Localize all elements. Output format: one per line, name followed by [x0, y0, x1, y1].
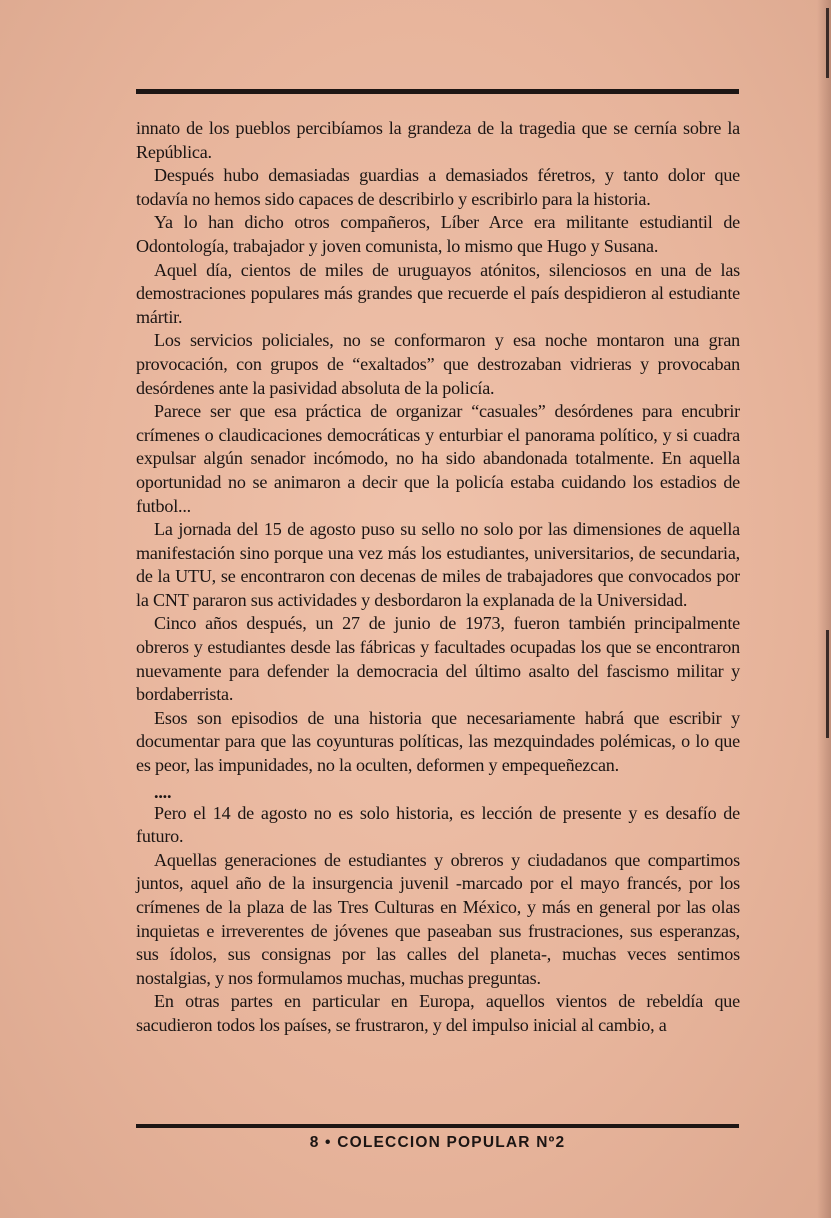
paragraph: La jornada del 15 de agosto puso su sello no solo por las dimensiones de aquella manifestación sino porque una vez más los estudiantes, universitarios, de secundaria, de la UTU, se encontraron con decenas de miles de trabajadores que convocados por la CNT pararon sus actividades y desbordaron la explanada de la Universidad. — [136, 519, 740, 610]
paragraph: Esos son episodios de una historia que necesariamente habrá que escribir y documentar para que las coyunturas políticas, las mezquindades polémicas, o lo que es peor, las impunidades, no la oculten, deformen y empequeñezcan. — [136, 707, 740, 776]
paragraph: Cinco años después, un 27 de junio de 1973, fueron también principalmente obreros y estudiantes desde las fábricas y facultades ocupadas los que se encontraron nuevamente para defender la democracia del último asalto del fascismo militar y bordaberrista. — [136, 613, 740, 705]
paragraph: Después hubo demasiadas guardias a demasiados féretros, y tanto dolor que todavía no hemos sido capaces de describirlo y escribirlo para la historia. — [136, 165, 740, 209]
paragraph: innato de los pueblos percibíamos la grandeza de la tragedia que se cernía sobre la República. — [136, 118, 740, 162]
paragraph: Parece ser que esa práctica de organizar “casuales” desórdenes para encubrir crímenes o claudicaciones democráticas y enturbiar el panorama político, y si cuadra expulsar algún senador incómodo, no ha sido abandonada totalmente. En aquella oportunidad no se animaron a decir que la policía estaba cuidando los estadios de futbol... — [136, 401, 740, 516]
section-separator: .... — [154, 781, 172, 802]
page-edge-mark-top — [826, 8, 829, 78]
footer-rule — [136, 1124, 739, 1128]
page-edge-shadow — [817, 0, 831, 1218]
paragraph: Ya lo han dicho otros compañeros, Líber Arce era militante estudiantil de Odontología, trabajador y joven comunista, lo mismo que Hugo y Susana. — [136, 212, 740, 256]
page-edge-mark-middle — [826, 630, 829, 738]
paragraph: Los servicios policiales, no se conformaron y esa noche montaron una gran provocación, con grupos de “exaltados” que destrozaban vidrieras y provocaban desórdenes ante la pasividad absoluta de la policía. — [136, 330, 740, 398]
page-footer: 8 • COLECCION POPULAR Nº2 — [309, 1134, 566, 1151]
body-text — [136, 117, 740, 1038]
paragraph: En otras partes en particular en Europa, aquellos vientos de rebeldía que sacudieron todos los países, se frustraron, y del impulso inicial al cambio, a — [136, 991, 740, 1035]
header-rule — [136, 89, 739, 94]
paragraph: Pero el 14 de agosto no es solo historia, es lección de presente y es desafío de futuro. — [136, 802, 740, 847]
paragraph: Aquel día, cientos de miles de uruguayos atónitos, silenciosos en una de las demostraciones populares más grandes que recuerde el país despidieron al estudiante mártir. — [136, 259, 740, 327]
paragraph: Aquellas generaciones de estudiantes y obreros y ciudadanos que compartimos juntos, aquel año de la insurgencia juvenil -marcado por el mayo francés, por los crímenes de la plaza de las Tres Culturas en México, y más en general por las olas inquietas e irreverentes de jóvenes que paseaban sus frustraciones, sus esperanzas, sus ídolos, sus consignas por las calles del planeta-, muchas veces sentimos nostalgias, y nos formulamos muchas, muchas preguntas. — [136, 849, 740, 988]
